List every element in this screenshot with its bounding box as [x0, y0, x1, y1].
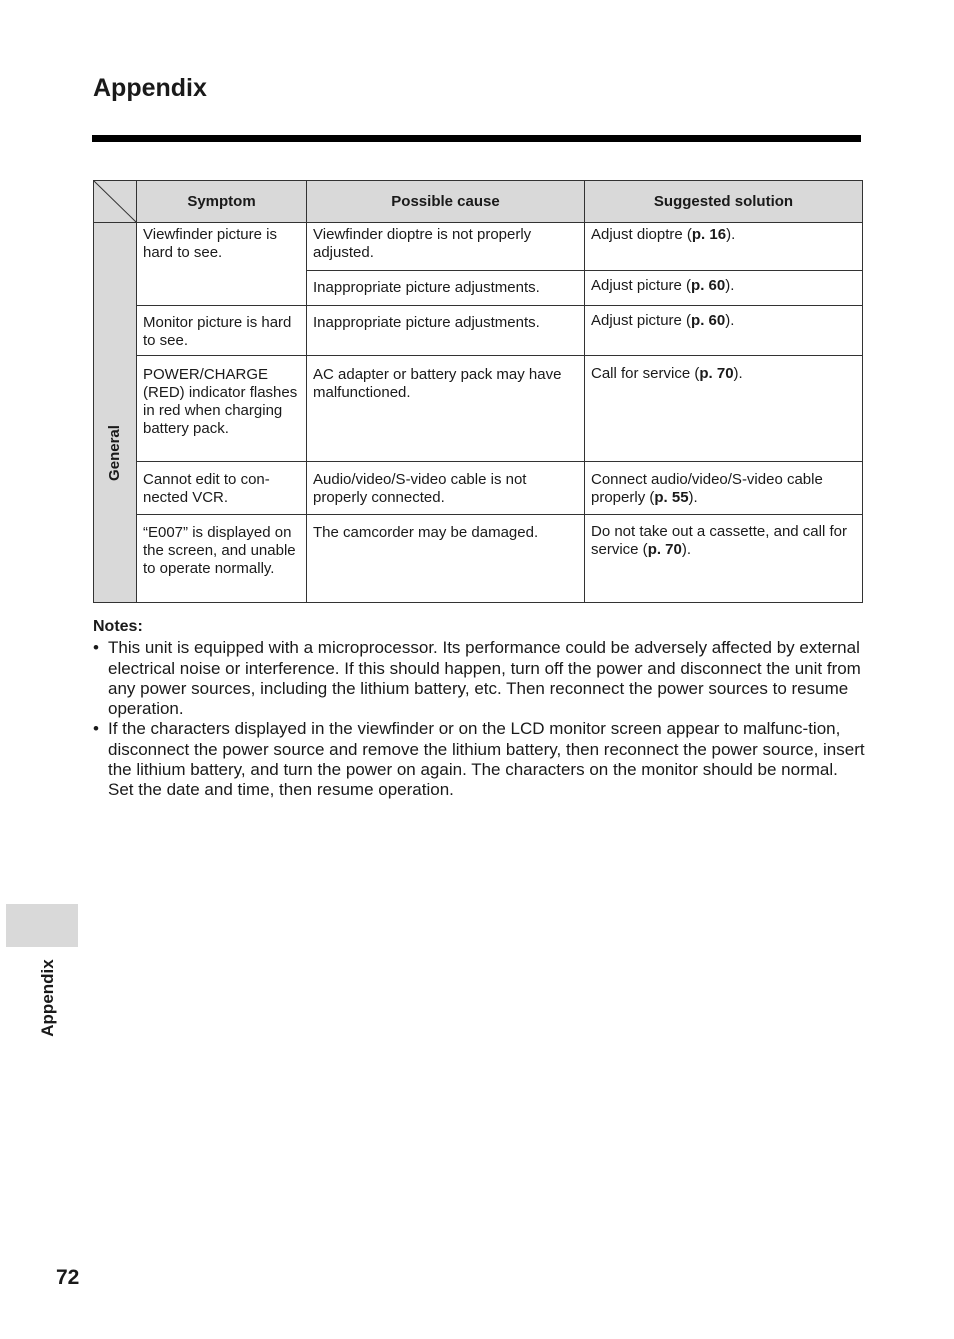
header-symptom: Symptom	[137, 181, 307, 223]
cause-text: Audio/video/S-video cable is not properly connected.	[313, 471, 527, 506]
symptom-cell	[137, 306, 307, 356]
bullet: •	[93, 719, 99, 739]
diagonal-line	[94, 181, 137, 223]
solution-cell	[585, 223, 863, 271]
page-ref: p. 16	[691, 226, 727, 243]
table-row	[94, 356, 863, 462]
cause-text: Inappropriate picture adjustments.	[313, 314, 540, 331]
cause-cell	[307, 356, 585, 462]
category-cell	[94, 223, 137, 603]
cause-cell	[307, 462, 585, 515]
list-item	[93, 638, 868, 719]
solution-cell	[585, 306, 863, 356]
solution-cell	[585, 515, 863, 603]
page-title: Appendix	[93, 74, 207, 102]
side-tab-marker	[6, 904, 78, 947]
cause-text: Inappropriate picture adjustments.	[313, 279, 540, 296]
cause-cell	[307, 223, 585, 271]
symptom-text: “E007” is displayed on the screen, and unable to operate normally.	[143, 524, 296, 577]
symptom-cell	[137, 462, 307, 515]
symptom-cell	[137, 223, 307, 306]
notes-list	[93, 638, 868, 800]
cause-text: AC adapter or battery pack may have malfunctioned.	[313, 366, 562, 401]
symptom-cell	[137, 515, 307, 603]
table-row	[94, 223, 863, 271]
notes-section	[93, 617, 868, 801]
list-item	[93, 719, 868, 800]
note-text: If the characters displayed in the viewfinder or on the LCD monitor screen appear to malfunc-tion, disconnect the power source and remove the lithium battery, then reconnect the power source, insert the lithium battery, and turn the power on again. The characters on the monitor should be normal. Set the date and time, then resume operation.	[108, 719, 865, 800]
page-number: 72	[56, 1266, 80, 1289]
table-header-row	[94, 181, 863, 223]
header-cause: Possible cause	[307, 181, 585, 223]
side-tab-label: Appendix	[38, 959, 57, 1037]
symptom-cell	[137, 356, 307, 462]
troubleshooting-table	[93, 180, 863, 603]
solution-cell	[585, 356, 863, 462]
page-ref: p. 60	[691, 277, 726, 294]
symptom-text: Viewfinder picture is hard to see.	[143, 226, 277, 261]
symptom-text: Cannot edit to con-nected VCR.	[143, 471, 270, 506]
bullet: •	[93, 638, 99, 658]
symptom-text: POWER/CHARGE (RED) indicator flashes in red when charging battery pack.	[143, 366, 298, 437]
table-row	[94, 515, 863, 603]
table-row	[94, 462, 863, 515]
solution-text: Connect audio/video/S-video cable properly (p. 55).	[591, 471, 823, 506]
solution-text: Adjust picture (p. 60).	[591, 312, 735, 329]
solution-text: Call for service (p. 70).	[591, 365, 743, 382]
solution-cell	[585, 271, 863, 306]
page-ref: p. 60	[691, 312, 726, 329]
header-corner	[94, 181, 137, 223]
symptom-text: Monitor picture is hard to see.	[143, 314, 292, 349]
title-rule	[92, 135, 861, 142]
solution-text: Adjust dioptre (p. 16).	[591, 226, 736, 243]
cause-text: The camcorder may be damaged.	[313, 524, 539, 541]
notes-heading: Notes:	[93, 618, 143, 635]
table-row	[94, 306, 863, 356]
cause-cell	[307, 306, 585, 356]
category-label: General	[106, 425, 123, 481]
page-ref: p. 70	[699, 365, 734, 382]
solution-cell	[585, 462, 863, 515]
note-text: This unit is equipped with a microprocessor. Its performance could be adversely affected by external electrical noise or interference. If this should happen, turn off the power and disconnect the unit from any power sources, including the lithium battery, etc. Then reconnect the power sources to resume operation.	[108, 638, 861, 719]
solution-text: Do not take out a cassette, and call for service (p. 70).	[591, 523, 847, 558]
solution-text: Adjust picture (p. 60).	[591, 277, 735, 294]
header-solution: Suggested solution	[585, 181, 863, 223]
page-ref: p. 70	[647, 541, 682, 558]
cause-text: Viewfinder dioptre is not properly adjusted.	[313, 226, 532, 261]
page-ref: p. 55	[654, 489, 689, 506]
cause-cell	[307, 271, 585, 306]
cause-cell	[307, 515, 585, 603]
